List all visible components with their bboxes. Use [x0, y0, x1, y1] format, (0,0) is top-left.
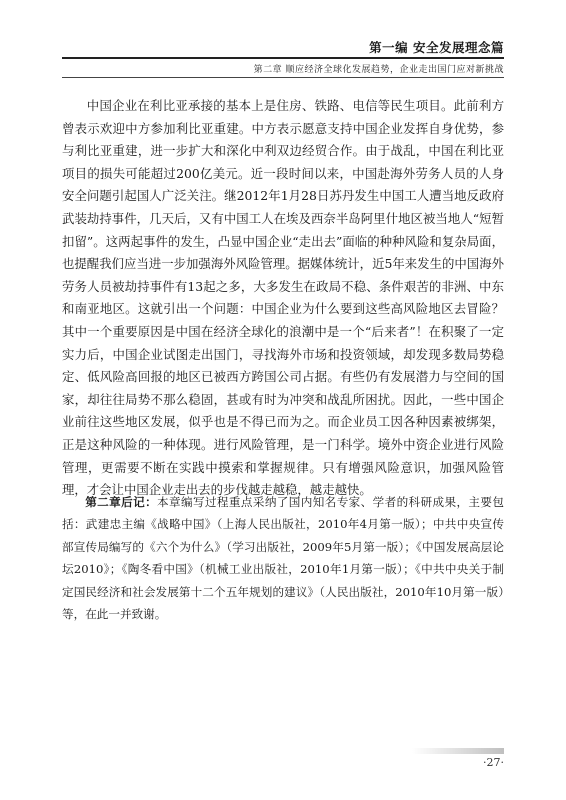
header-rule-thick	[62, 57, 504, 59]
page-number: ·27·	[483, 756, 504, 769]
body-paragraph: 中国企业在利比亚承接的基本上是住房、铁路、电信等民生项目。此前利方曾表示欢迎中方参加利比亚重建。中方表示愿意支持中国企业发挥自身优势，参与利比亚重建，进一步扩大和深化中利双边经贸合作。由于战乱，中国在利比亚项目的损失可能超过200亿美元。近一段时间以来，中国赴海外劳务人员的人身安全问题引起国人广泛关注。继2012年1月28日苏丹发生中国工人遭当地反政府武装劫持事件，几天后，又有中国工人在埃及西奈半岛阿里什地区被当地人“短暂扣留”。这两起事件的发生，凸显中国企业“走出去”面临的种种风险和复杂局面，也提醒我们应当进一步加强海外风险管理。据媒体统计，近5年来发生的中国海外劳务人员被劫持事件有13起之多，大多发生在政局不稳、条件艰苦的非洲、中东和南亚地区。这就引出一个问题：中国企业为什么要到这些高风险地区去冒险？其中一个重要原因是中国在经济全球化的浪潮中是一个“后来者”！在积聚了一定实力后，中国企业试图走出国门，寻找海外市场和投资领域，却发现多数局势稳定、低风险高回报的地区已被西方跨国公司占据。有些仍有发展潜力与空间的国家，却往往局势不那么稳固，甚或有时为冲突和战乱所困扰。因此，一些中国企业前往这些地区发展，似乎也是不得已而为之。而企业员工因各种因素被绑架，正是这种风险的一种体现。进行风险管理，是一门科学。境外中资企业进行风险管理，更需要不断在实践中摸索和掌握规律。只有增强风险意识，加强风险管理，才会让中国企业走出去的步伐越走越稳，越走越快。	[62, 98, 504, 498]
chapter-postscript	[62, 491, 504, 625]
header-rule-thin	[62, 77, 504, 78]
postscript-label: 第二章后记：	[85, 495, 158, 509]
chapter-title: 第二章 顺应经济全球化发展趋势，企业走出国门应对新挑战	[253, 65, 504, 75]
running-header	[62, 38, 504, 82]
footer-shade-bar	[412, 748, 504, 754]
postscript-text: 本章编写过程重点采纳了国内知名专家、学者的科研成果，主要包括：武建忠主编《战略中国》（上海人民出版社，2010年4月第一版）；中共中央宣传部宣传局编写的《六个为什么》（学习出版社，2009年5月第一版）；《中国发展高层论坛2010》；《陶冬看中国》（机械工业出版社，2010年1月第一版）；《中共中央关于制定国民经济和社会发展第十二个五年规划的建议》（人民出版社，2010年10月第一版）等，在此一并致谢。	[62, 495, 504, 622]
part-title: 第一编 安全发展理念篇	[369, 40, 504, 55]
